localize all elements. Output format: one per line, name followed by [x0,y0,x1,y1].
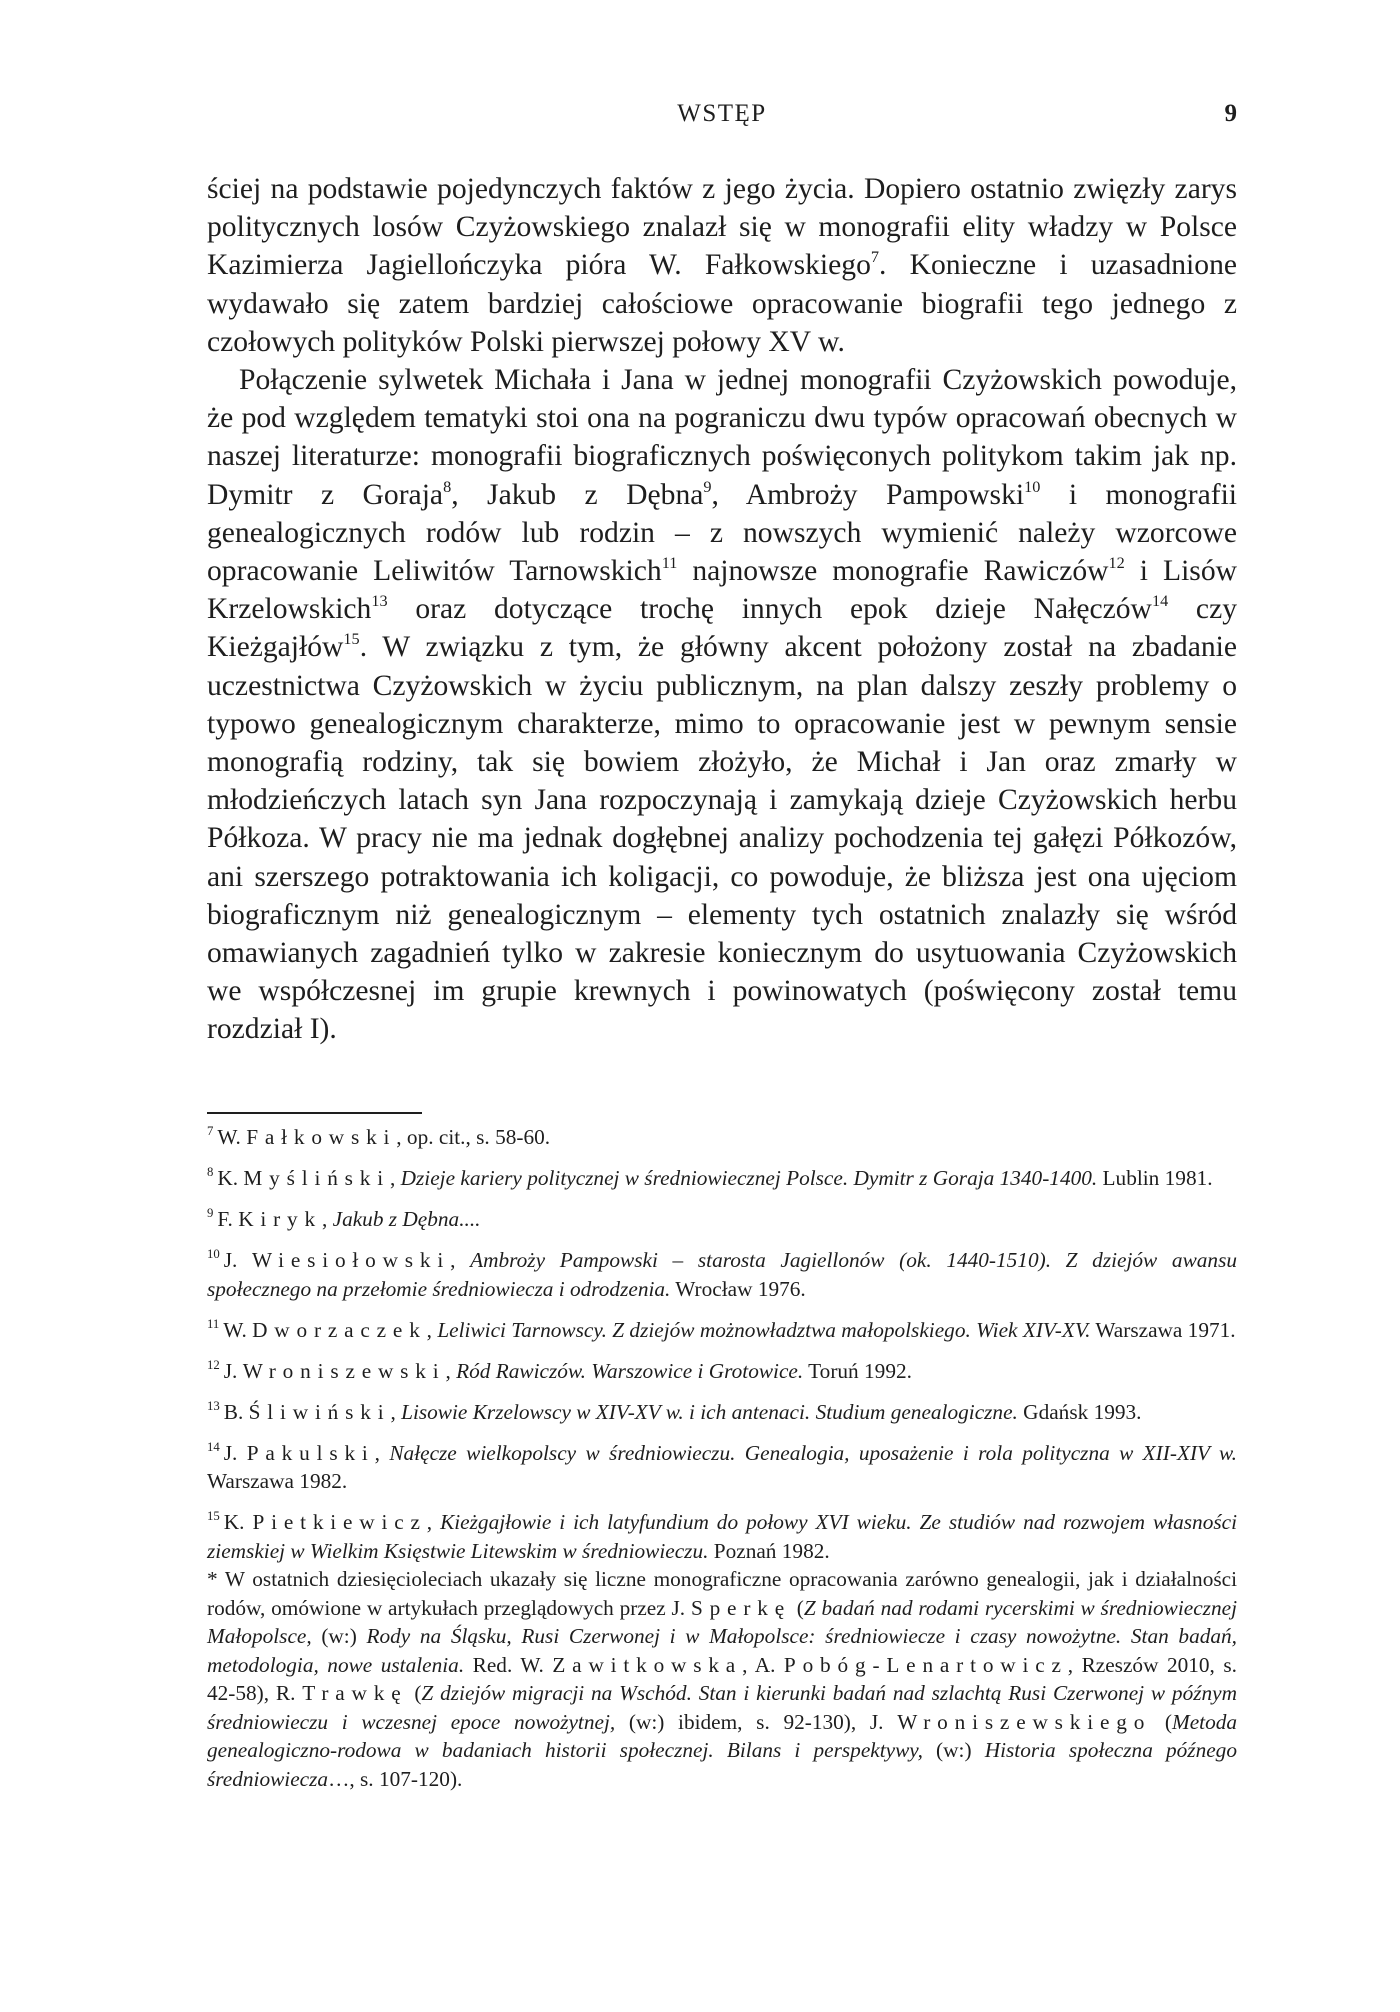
body-paragraph: ściej na podstawie pojedynczych faktów z jego życia. Dopiero ostatnio zwięzły zarys politycznych losów Czyżowskiego znalazł się w monografii elity władzy w Polsce Kazimierza Jagiellończyka pióra W. Fałkowskiego$^7$. Konieczne i uzasadnione wydawało się zatem bardziej całościowe opracowanie biografii tego jednego z czołowych polityków Polski pierwszej połowy XV w. [207,173,1237,358]
footnote-11: $^{11}$ W. Dworzaczek, Leliwici Tarnowscy. Z dziejów możnowładztwa małopolskiego. Wiek XIV-XV. Warszawa 1971. [207,1316,1236,1342]
footnote-9: $^9$ F. Kiryk, Jakub z Dębna.... [207,1206,481,1231]
footnote-7: $^7$ W. Fałkowski, op. cit., s. 58-60. [207,1124,551,1149]
main-text [207,170,1237,1049]
footnote-10: $^{10}$ J. Wiesiołowski, Ambroży Pampowski – starosta Jagiellonów (ok. 1440-1510). Z dziejów awansu społecznego na przełomie średniowiecza i odrodzenia. Wrocław 1976. [207,1247,1238,1301]
running-head [207,100,1237,136]
footnotes [207,1123,1237,1793]
body-paragraph: Połączenie sylwetek Michała i Jana w jednej monografii Czyżowskich powoduje, że pod względem tematyki stoi ona na pograniczu dwu typów opracowań obecnych w naszej literaturze: monografii biograficznych poświęconych politykom takim jak np. Dymitr z Goraja$^8$, Jakub z Dębna$^9$, Ambroży Pampowski$^{10}$ i monografii genealogicznych rodów lub rodzin – z nowszych wymienić należy wzorcowe opracowanie Leliwitów Tarnowskich$^{11}$ najnowsze monografie Rawiczów$^{12}$ i Lisów Krzelowskich$^{13}$ oraz dotyczące trochę innych epok dzieje Nałęczów$^{14}$ czy Kieżgajłów$^{15}$. W związku z tym, że główny akcent położony został na zbadanie uczestnictwa Czyżowskich w życiu publicznym, na plan dalszy zeszły problemy o typowo genealogicznym charakterze, mimo to opracowanie jest w pewnym sensie monografią rodziny, tak się bowiem złożyło, że Michał i Jan oraz zmarły w młodzieńczych latach syn Jana rozpoczynają i zamykają dzieje Czyżowskich herbu Półkoza. W pracy nie ma jednak dogłębnej analizy pochodzenia tej gałęzi Półkozów, ani szerszego potraktowania ich koligacji, co powoduje, że bliższa jest ona ujęciom biograficznym niż genealogicznym – elementy tych ostatnich znalazły się wśród omawianych zagadnień tylko w zakresie koniecznym do usytuowania Czyżowskich we współczesnej im grupie krewnych i powinowatych (poświęcony został temu rozdział I). [207,364,1238,1046]
footnote-14: $^{14}$ J. Pakulski, Nałęcze wielkopolscy w średniowieczu. Genealogia, uposażenie i rola polityczna w XII-XIV w. Warszawa 1982. [207,1439,1237,1493]
running-title: WSTĘP [677,100,767,127]
page-number: 9 [1224,100,1237,127]
footnote-15: $^{15}$ K. Pietkiewicz, Kieżgajłowie i ich latyfundium do połowy XVI wieku. Ze studiów nad rozwojem własności ziemskiej w Wielkim Księstwie Litewskim w średniowieczu. Poznań 1982. [207,1509,1237,1563]
footnote-13: $^{13}$ B. Śliwiński, Lisowie Krzelowscy w XIV-XV w. i ich antenaci. Studium genealogiczne. Gdańsk 1993. [207,1398,1142,1424]
footnote-separator [207,1112,422,1114]
footnote-12: $^{12}$ J. Wroniszewski, Ród Rawiczów. Warszowice i Grotowice. Toruń 1992. [207,1357,912,1383]
footnote-8: $^8$ K. Myśliński, Dzieje kariery politycznej w średniowiecznej Polsce. Dymitr z Goraja 1340-1400. Lublin 1981. [207,1165,1213,1190]
footnote-star: * W ostatnich dziesięcioleciach ukazały się liczne monograficzne opracowania zarówno genealogii, jak i działalności rodów, omówione w artykułach przeglądowych przez J. Sperkę (Z badań nad rodami rycerskimi w średniowiecznej Małopolsce, (w:) Rody na Śląsku, Rusi Czerwonej i w Małopolsce: średniowiecze i czasy nowożytne. Stan badań, metodologia, nowe ustalenia. Red. W. Zawitkowska, A. Pobóg-Lenartowicz, Rzeszów 2010, s. 42-58), R. Trawkę (Z dziejów migracji na Wschód. Stan i kierunki badań nad szlachtą Rusi Czerwonej w późnym średniowieczu i wczesnej epoce nowożytnej, (w:) ibidem, s. 92-130), J. Wroniszewskiego (Metoda genealogiczno-rodowa w badaniach historii społecznej. Bilans i perspektywy, (w:) Historia społeczna późnego średniowiecza…, s. 107-120). [207,1567,1238,1791]
